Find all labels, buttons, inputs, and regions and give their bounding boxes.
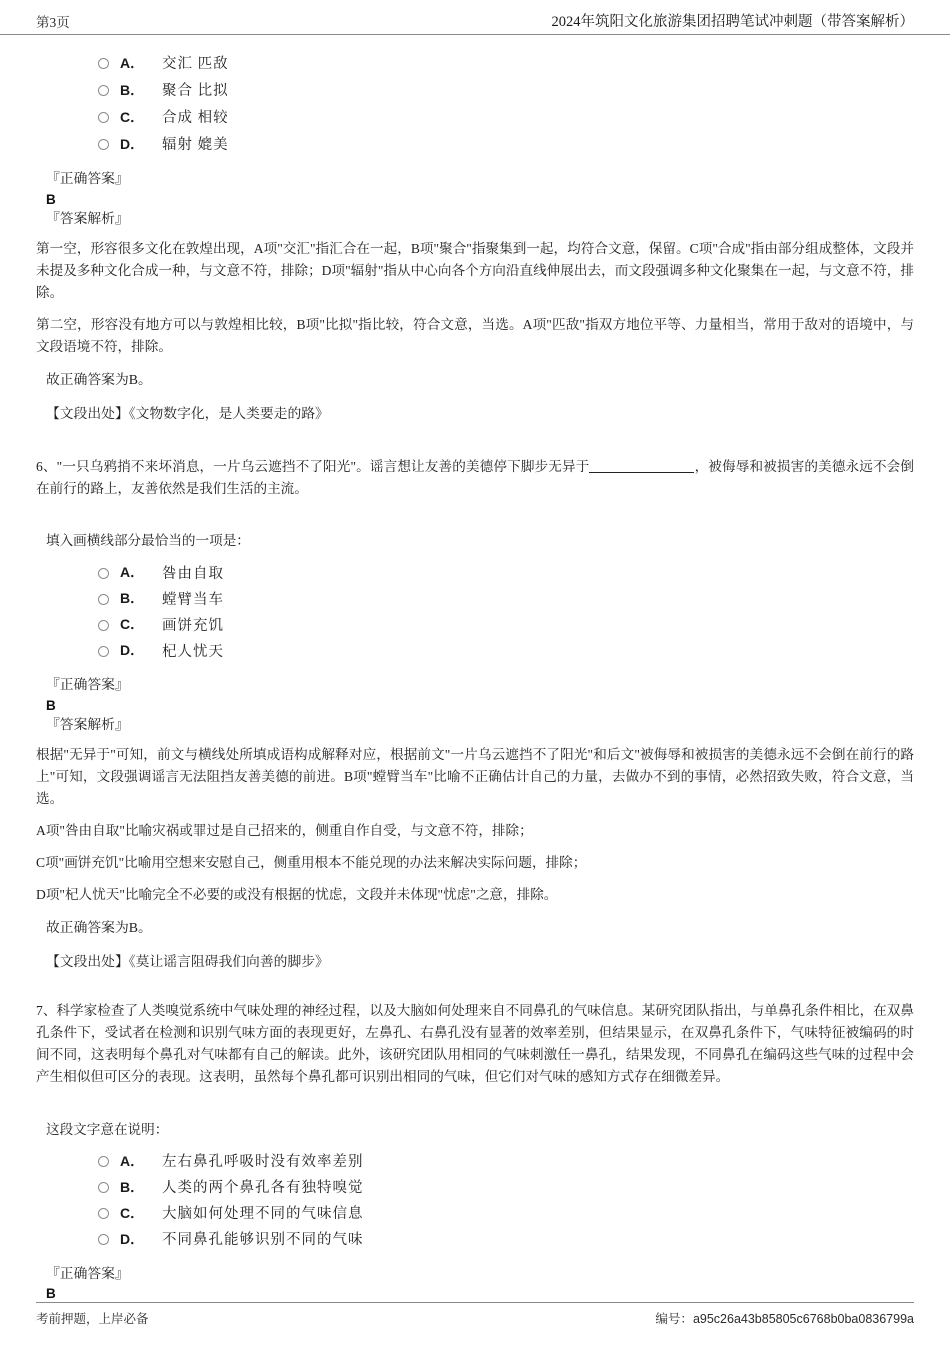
option-text: 不同鼻孔能够识别不同的气味 (162, 1232, 364, 1249)
radio-button-icon[interactable] (98, 620, 109, 631)
option-letter: A． (120, 1152, 145, 1169)
option-letter: B． (120, 1178, 145, 1195)
option-letter: D． (120, 1230, 145, 1247)
source-title: 《莫让谣言阻碍我们向善的脚步》 (128, 954, 329, 970)
radio-button-icon[interactable] (98, 646, 109, 657)
correct-answer-value: B (46, 697, 56, 713)
option-text: 杞人忧天 (162, 643, 224, 660)
question7-lead: 这段文字意在说明： (46, 1121, 169, 1137)
analysis-conclusion: 故正确答案为B。 (46, 372, 152, 388)
source-title: 《文物数字化，是人类要走的路》 (128, 406, 329, 422)
option-text: 画饼充饥 (162, 617, 224, 634)
radio-button-icon[interactable] (98, 1208, 109, 1219)
option-text: 螳臂当车 (162, 591, 224, 608)
page-header (0, 0, 950, 35)
radio-button-icon[interactable] (98, 85, 109, 96)
radio-button-icon[interactable] (98, 58, 109, 69)
option-text: 咎由自取 (162, 565, 224, 582)
page-number-label: 第3页 (36, 15, 70, 30)
radio-button-icon[interactable] (98, 594, 109, 605)
option-letter: D． (120, 135, 145, 152)
radio-button-icon[interactable] (98, 1156, 109, 1167)
option-row[interactable] (98, 1174, 914, 1200)
question6-stem-part1: 6、"一只乌鸦捎不来坏消息，一片乌云遮挡不了阳光"。谣言想让友善的美德停下脚步无异于 (36, 458, 590, 474)
radio-button-icon[interactable] (98, 1234, 109, 1245)
option-row[interactable] (98, 1148, 914, 1174)
option-row[interactable] (98, 103, 914, 130)
analysis-option-a: A项"咎由自取"比喻灾祸或罪过是自己招来的，侧重自作自受，与文意不符，排除； (36, 823, 533, 839)
option-text: 人类的两个鼻孔各有独特嗅觉 (162, 1180, 364, 1197)
option-text: 交汇 匹敌 (162, 56, 229, 72)
option-row[interactable] (98, 76, 914, 103)
option-letter: D． (120, 642, 145, 659)
correct-answer-label: 『正确答案』 (46, 1265, 129, 1281)
footer-slogan: 考前押题，上岸必备 (36, 1312, 149, 1326)
option-row[interactable] (98, 130, 914, 157)
option-row[interactable] (98, 611, 914, 637)
question6-options (36, 559, 914, 663)
correct-answer-value: B (46, 1286, 56, 1302)
option-text: 大脑如何处理不同的气味信息 (162, 1206, 364, 1223)
question6-stem-part2: ，被侮辱和被损害的美德永远不会倒在前行的路上，友善依然是我们生活的主流。 (36, 458, 914, 496)
footer-code-label: 编号： (655, 1312, 693, 1326)
analysis-option-d: D项"杞人忧天"比喻完全不必要的或没有根据的忧虑，文段并未体现"忧虑"之意，排除。 (36, 887, 558, 903)
radio-button-icon[interactable] (98, 1182, 109, 1193)
answer-analysis-label: 『答案解析』 (46, 717, 129, 733)
question5-options (36, 49, 914, 157)
option-row[interactable] (98, 559, 914, 585)
option-letter: A． (120, 54, 145, 71)
page-content (0, 35, 950, 1304)
analysis-conclusion: 故正确答案为B。 (46, 920, 152, 936)
source-prefix: 【文段出处】 (46, 954, 129, 970)
answer-analysis-label: 『答案解析』 (46, 211, 129, 227)
question6-lead: 填入画横线部分最恰当的一项是： (46, 533, 250, 549)
analysis-paragraph: 根据"无异于"可知，前文与横线处所填成语构成解释对应，根据前文"一片乌云遮挡不了阳光"和后文"被侮辱和被损害的美德永远不会倒在前行的路上"可知，文段强调谣言无法阻挡友善美德的前进。B项"螳臂当车"比喻不正确估计自己的力量，去做办不到的事情，必然招致失败，符合文意，当选。 (36, 747, 914, 807)
source-prefix: 【文段出处】 (46, 406, 129, 422)
radio-button-icon[interactable] (98, 568, 109, 579)
document-title: 2024年筑阳文化旅游集团招聘笔试冲刺题（带答案解析） (551, 14, 914, 30)
footer-code (655, 1309, 914, 1327)
option-letter: B． (120, 590, 145, 607)
option-text: 辐射 媲美 (162, 137, 229, 153)
question7-options (36, 1148, 914, 1252)
option-letter: B． (120, 81, 145, 98)
option-letter: C． (120, 108, 145, 125)
fill-in-blank (589, 472, 694, 473)
passage-source (36, 950, 914, 970)
analysis-paragraph: 第二空，形容没有地方可以与敦煌相比较，B项"比拟"指比较，符合文意，当选。A项"匹敌"指双方地位平等、力量相当，常用于敌对的语境中，与文段语境不符，排除。 (36, 316, 914, 354)
option-row[interactable] (98, 1226, 914, 1252)
page-footer (36, 1302, 914, 1327)
option-letter: C． (120, 616, 145, 633)
radio-button-icon[interactable] (98, 112, 109, 123)
option-letter: A． (120, 564, 145, 581)
correct-answer-value: B (46, 191, 56, 207)
option-text: 聚合 比拟 (162, 83, 229, 99)
option-row[interactable] (98, 637, 914, 663)
option-row[interactable] (98, 585, 914, 611)
question7-stem: 7、科学家检查了人类嗅觉系统中气味处理的神经过程，以及大脑如何处理来自不同鼻孔的气味信息。某研究团队指出，与单鼻孔条件相比，在双鼻孔条件下，受试者在检测和识别气味方面的表现更好，左鼻孔、右鼻孔没有显著的效率差别，但结果显示，在双鼻孔条件下，气味特征被编码的时间不同，这表明每个鼻孔对气味都有自己的解读。此外，该研究团队用相同的气味刺激任一鼻孔，结果发现，不同鼻孔在编码这些气味的过程中会产生相似但可区分的表现。这表明，虽然每个鼻孔都可识别出相同的气味，但它们对气味的感知方式存在细微差异。 (36, 1002, 914, 1084)
question6-stem (36, 456, 914, 500)
option-text: 合成 相较 (162, 110, 229, 126)
analysis-option-c: C项"画饼充饥"比喻用空想来安慰自己，侧重用根本不能兑现的办法来解决实际问题，排除； (36, 855, 587, 871)
correct-answer-label: 『正确答案』 (46, 677, 129, 693)
correct-answer-label: 『正确答案』 (46, 171, 129, 186)
passage-source (36, 402, 914, 422)
radio-button-icon[interactable] (98, 139, 109, 150)
footer-code-value: a95c26a43b85805c6768b0ba0836799a (692, 1312, 914, 1326)
option-letter: C． (120, 1204, 145, 1221)
analysis-paragraph: 第一空，形容很多文化在敦煌出现，A项"交汇"指汇合在一起，B项"聚合"指聚集到一起，均符合文意，保留。C项"合成"指由部分组成整体，文段并未提及多种文化合成一种，与文意不符，排除；D项"辐射"指从中心向各个方向沿直线伸展出去，而文段强调多种文化聚集在一起，与文意不符，排除。 (36, 240, 914, 300)
option-row[interactable] (98, 49, 914, 76)
option-row[interactable] (98, 1200, 914, 1226)
option-text: 左右鼻孔呼吸时没有效率差别 (162, 1154, 364, 1171)
